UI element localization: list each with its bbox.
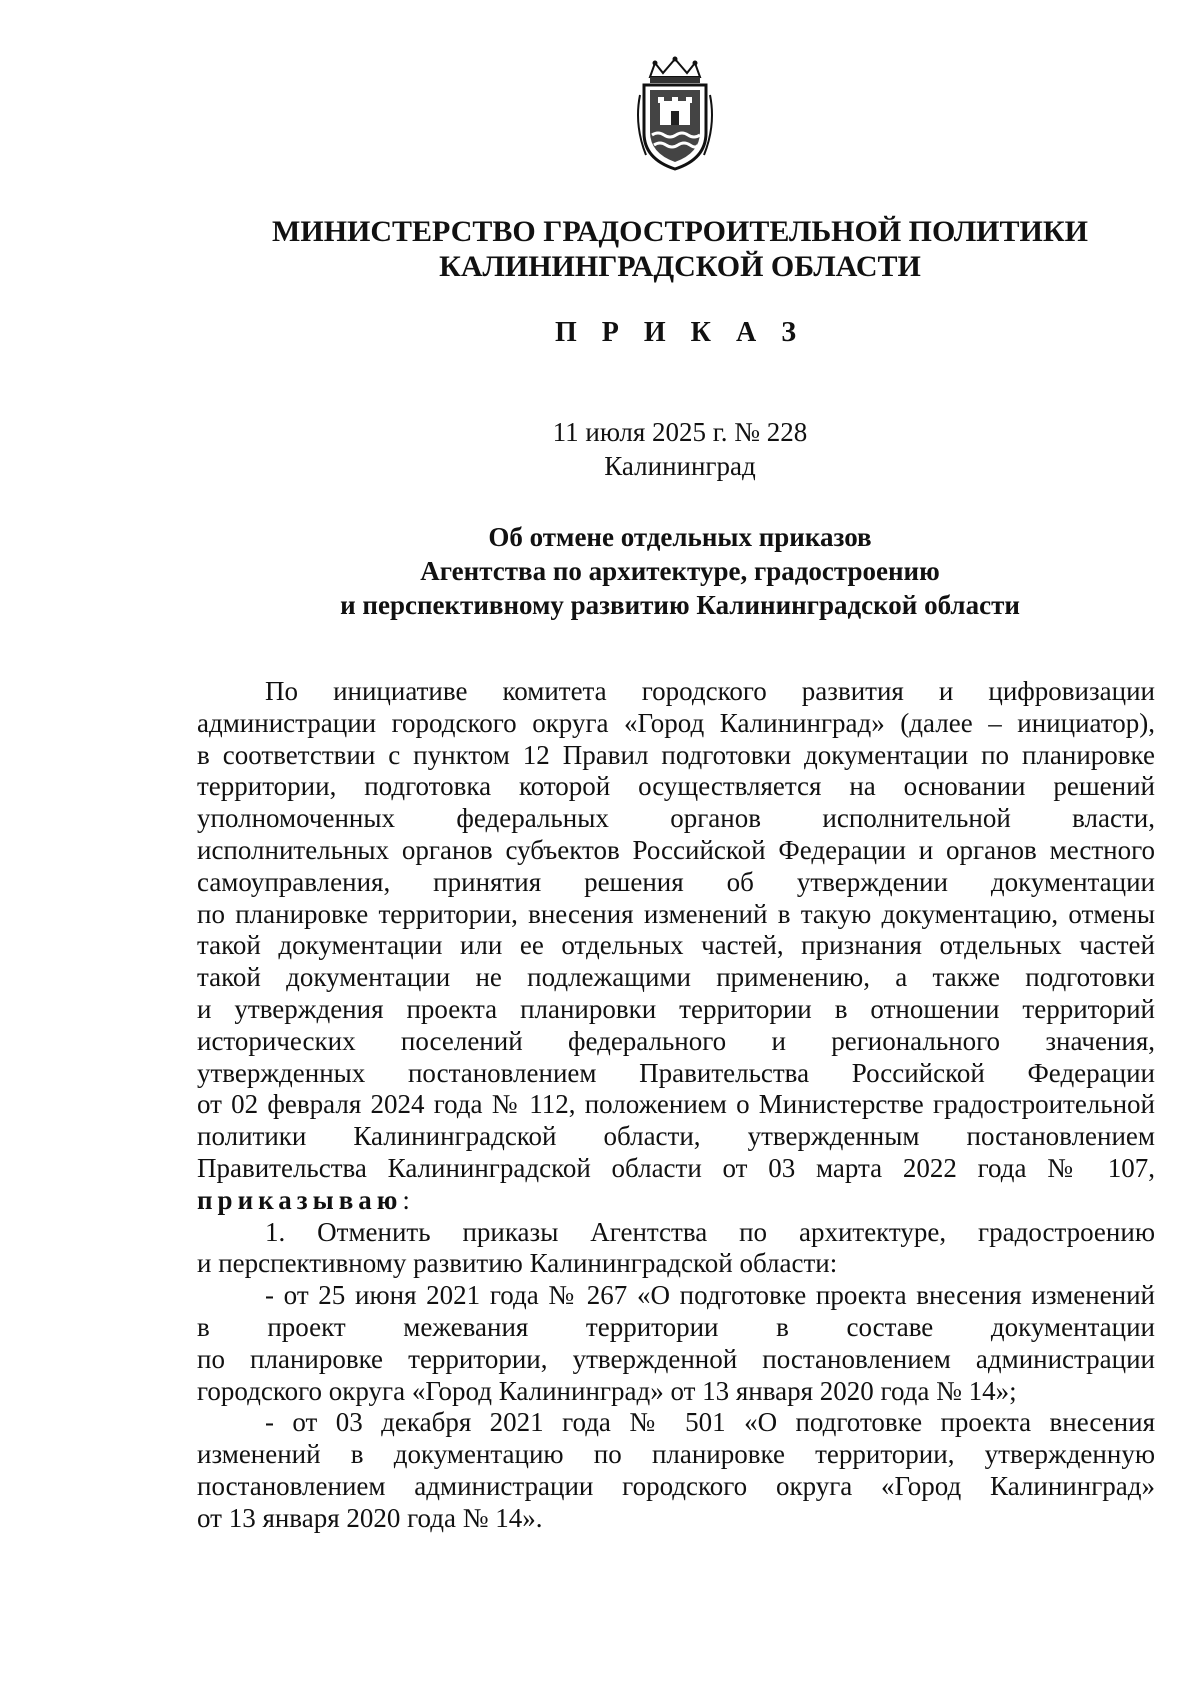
preamble-line: утвержденных постановлением Правительства Российской Федерации bbox=[197, 1057, 1155, 1088]
city-name: Калининград bbox=[604, 451, 756, 481]
subject-line-2: Агентства по архитектуре, градостроению bbox=[420, 556, 940, 586]
sub-item-line: в проект межевания территории в составе документации bbox=[197, 1311, 1155, 1342]
preamble-line: по планировке территории, внесения изменений в такую документацию, отмены bbox=[197, 898, 1155, 929]
preamble-line: исполнительных органов субъектов Российской Федерации и органов местного bbox=[197, 834, 1155, 865]
item-line: 1. Отменить приказы Агентства по архитектуре, градостроению bbox=[265, 1216, 1155, 1247]
preamble-line: уполномоченных федеральных органов исполнительной власти, bbox=[197, 803, 1155, 834]
sub-item-1-paragraph bbox=[197, 1280, 1155, 1407]
preamble-line: такой документации не подлежащими применению, а также подготовки bbox=[197, 962, 1155, 993]
preamble-line: По инициативе комитета городского развития и цифровизации bbox=[265, 676, 1155, 706]
ministry-name bbox=[0, 214, 1200, 284]
item-line: и перспективному развитию Калининградской области: bbox=[197, 1248, 838, 1279]
sub-item-line: постановлением администрации городского округа «Город Калининград» bbox=[197, 1470, 1155, 1501]
sub-item-2-paragraph bbox=[197, 1407, 1155, 1534]
sub-item-line: по планировке территории, утвержденной постановлением администрации bbox=[197, 1343, 1155, 1374]
order-body bbox=[197, 676, 1155, 1535]
preamble-line: исторических поселений федерального и регионального значения, bbox=[197, 1025, 1155, 1056]
preamble-line: администрации городского округа «Город Калининград» (далее – инициатор), bbox=[197, 707, 1155, 738]
sub-item-line: - от 03 декабря 2021 года № 501 «О подготовке проекта внесения bbox=[265, 1407, 1155, 1438]
order-word: приказываю bbox=[197, 1184, 403, 1215]
date-number-block bbox=[0, 415, 1200, 483]
order-decree-line bbox=[197, 1185, 1155, 1217]
preamble-line: от 02 февраля 2024 года № 112, положением о Министерстве градостроительной bbox=[197, 1089, 1155, 1120]
sub-item-line: городского округа «Город Калининград» от 13 января 2020 года № 14»; bbox=[197, 1375, 1017, 1406]
order-subject bbox=[0, 520, 1200, 622]
sub-item-line: - от 25 июня 2021 года № 267 «О подготовке проекта внесения изменений bbox=[265, 1280, 1155, 1311]
preamble-line: в соответствии с пунктом 12 Правил подготовки документации по планировке bbox=[197, 739, 1155, 770]
preamble-line: самоуправления, принятия решения об утверждении документации bbox=[197, 866, 1155, 897]
preamble-paragraph bbox=[197, 676, 1155, 1217]
preamble-line: политики Калининградской области, утвержденным постановлением bbox=[197, 1121, 1155, 1152]
preamble-line: такой документации или ее отдельных частей, признания отдельных частей bbox=[197, 930, 1155, 961]
ministry-line-1: МИНИСТЕРСТВО ГРАДОСТРОИТЕЛЬНОЙ ПОЛИТИКИ bbox=[272, 215, 1088, 248]
date-and-number: 11 июля 2025 г. № 228 bbox=[552, 417, 808, 447]
preamble-line: Правительства Калининградской области от 03 марта 2022 года № 107, bbox=[197, 1152, 1155, 1183]
item-1-paragraph bbox=[197, 1217, 1155, 1281]
order-colon: : bbox=[402, 1184, 410, 1215]
document-type-title: П Р И К А З bbox=[555, 317, 805, 348]
preamble-line: и утверждения проекта планировки территории в отношении территорий bbox=[197, 993, 1155, 1024]
sub-item-line: от 13 января 2020 года № 14». bbox=[197, 1502, 543, 1533]
ministry-line-2: КАЛИНИНГРАДСКОЙ ОБЛАСТИ bbox=[439, 250, 921, 283]
subject-line-1: Об отмене отдельных приказов bbox=[488, 522, 872, 552]
preamble-line: территории, подготовка которой осуществляется на основании решений bbox=[197, 771, 1155, 802]
subject-line-3: и перспективному развитию Калининградской области bbox=[340, 590, 1020, 620]
coat-of-arms-emblem bbox=[630, 55, 720, 175]
sub-item-line: изменений в документацию по планировке территории, утвержденную bbox=[197, 1439, 1155, 1470]
